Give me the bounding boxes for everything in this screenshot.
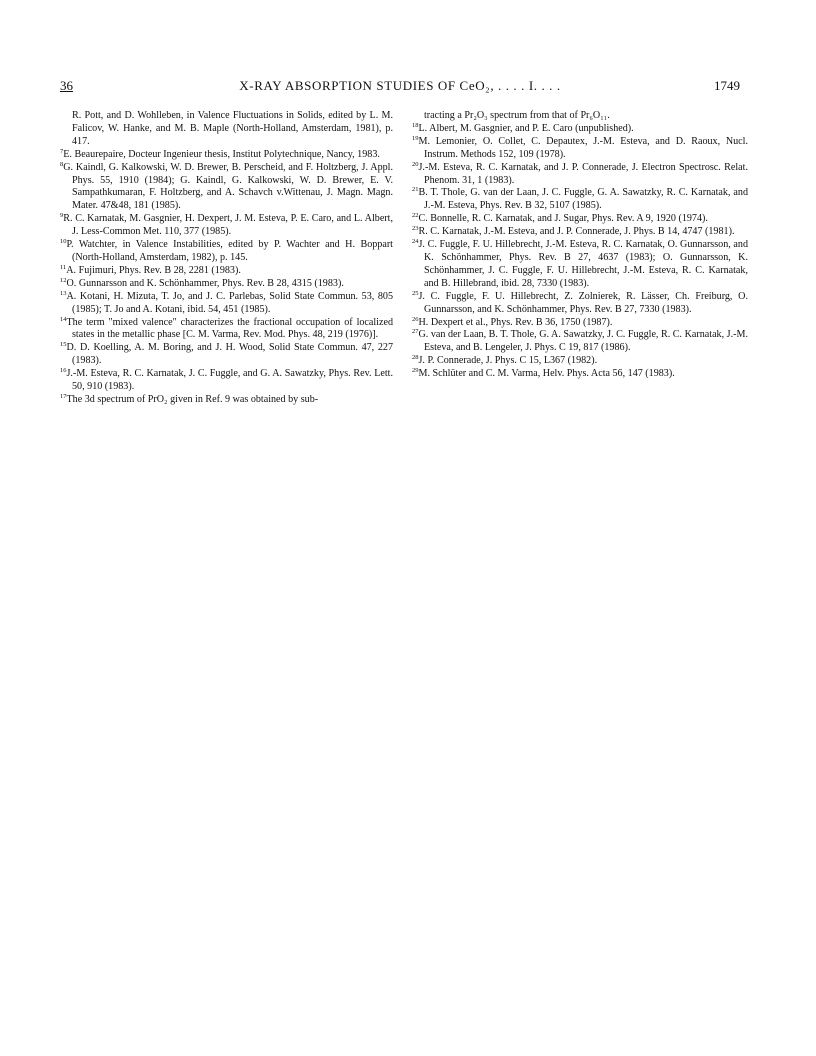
reference-entry: $^{28}$J. P. Connerade, J. Phys. C 15, L367 (1982). [412, 354, 598, 367]
reference-entry: $^{11}$A. Fujimuri, Phys. Rev. B 28, 2281 (1983). [60, 263, 241, 276]
reference-entry: $^{27}$G. van der Laan, B. T. Thole, G. A. Sawatzky, J. C. Fuggle, R. C. Karnatak, J.-M. Esteva, and B. Lengeler, J. Phys. C 19, 817 (1986). [412, 328, 748, 354]
reference-entry: $^{23}$R. C. Karnatak, J.-M. Esteva, and J. P. Connerade, J. Phys. B 14, 4747 (1981). [412, 225, 735, 238]
running-title: X-RAY ABSORPTION STUDIES OF CeO₂, . . . . I. . . . [239, 78, 561, 93]
reference-entry: $^8$G. Kaindl, G. Kalkowski, W. D. Brewer, B. Perscheid, and F. Holtzberg, J. Appl. Phys. 55, 1910 (1984); G. Kaindl, G. Kalkowski, W. D. Brewer, E. V. Sampathkumaran, F. Holtzberg, and A. Schavch v.Wittenau, J. Magn. Magn. Mater. 47&48, 181 (1985). [60, 160, 393, 212]
volume-page-number: 1749 [714, 78, 740, 93]
reference-entry: $^{17}$The 3d spectrum of PrO₂ given in Ref. 9 was obtained by sub- [60, 392, 319, 405]
reference-entry: $^7$E. Beaurepaire, Docteur Ingenieur thesis, Institut Polytechnique, Nancy, 1983. [60, 147, 380, 160]
references-right-column [412, 110, 748, 381]
references-left-column [60, 110, 393, 407]
reference-entry: $^{21}$B. T. Thole, G. van der Laan, J. C. Fuggle, G. A. Sawatzky, R. C. Karnatak, and J.-M. Esteva, Phys. Rev. B 32, 5107 (1985). [412, 186, 748, 212]
reference-entry: $^{22}$C. Bonnelle, R. C. Karnatak, and J. Sugar, Phys. Rev. A 9, 1920 (1974). [412, 212, 708, 225]
page-header [60, 78, 740, 98]
page-number: 36 [60, 78, 73, 93]
reference-entry: $^{19}$M. Lemonier, O. Collet, C. Depautex, J.-M. Esteva, and D. Raoux, Nucl. Instrum. Methods 152, 109 (1978). [412, 134, 748, 160]
reference-entry: $^{29}$M. Schlüter and C. M. Varma, Helv. Phys. Acta 56, 147 (1983). [412, 367, 675, 380]
reference-entry: $^{20}$J.-M. Esteva, R. C. Karnatak, and J. P. Connerade, J. Electron Spectrosc. Relat. Phenom. 31, 1 (1983). [412, 160, 748, 186]
reference-entry: $^{26}$H. Dexpert et al., Phys. Rev. B 36, 1750 (1987). [412, 315, 613, 328]
reference-entry: $^{24}$J. C. Fuggle, F. U. Hillebrecht, J.-M. Esteva, R. C. Karnatak, O. Gunnarsson, and K. Schönhammer, Phys. Rev. B 27, 4637 (1983); O. Gunnarsson, K. Schönhammer, J. C. Fuggle, F. U. Hillebrecht, J.-M. Esteva, R. C. Karnatak, and B. Hillebrand, ibid. 28, 7330 (1983). [412, 238, 748, 289]
reference-entry: $^{18}$L. Albert, M. Gasgnier, and P. E. Caro (unpublished). [412, 121, 634, 134]
reference-entry: $^{14}$The term "mixed valence" characterizes the fractional occupation of localized states in the metallic phase [C. M. Varma, Rev. Mod. Phys. 48, 219 (1976)]. [60, 315, 393, 341]
reference-entry: $^{16}$J.-M. Esteva, R. C. Karnatak, J. C. Fuggle, and G. A. Sawatzky, Phys. Rev. Lett. 50, 910 (1983). [60, 367, 393, 393]
reference-entry: $^9$R. C. Karnatak, M. Gasgnier, H. Dexpert, J. M. Esteva, P. E. Caro, and L. Albert, J. Less-Common Met. 110, 377 (1985). [60, 212, 393, 238]
reference-entry: tracting a Pr₂O₃ spectrum from that of Pr₆O₁₁. [424, 110, 610, 121]
reference-entry: $^{15}$D. D. Koelling, A. M. Boring, and J. H. Wood, Solid State Commun. 47, 227 (1983). [60, 341, 393, 367]
reference-entry: $^{12}$O. Gunnarsson and K. Schönhammer, Phys. Rev. B 28, 4315 (1983). [60, 276, 344, 289]
reference-entry: R. Pott, and D. Wohlleben, in Valence Fluctuations in Solids, edited by L. M. Falicov, W. Hanke, and M. B. Maple (North-Holland, Amsterdam, 1981), p. 417. [72, 110, 393, 147]
reference-entry: $^{13}$A. Kotani, H. Mizuta, T. Jo, and J. C. Parlebas, Solid State Commun. 53, 805 (1985); T. Jo and A. Kotani, ibid. 54, 451 (1985). [60, 289, 393, 315]
reference-entry: $^{25}$J. C. Fuggle, F. U. Hillebrecht, Z. Zolnierek, R. Lässer, Ch. Freiburg, O. Gunnarsson, and K. Schönhammer, Phys. Rev. B 27, 7330 (1983). [412, 289, 748, 315]
reference-entry: $^{10}$P. Watchter, in Valence Instabilities, edited by P. Wachter and H. Boppart (North-Holland, Amsterdam, 1982), p. 145. [60, 238, 393, 263]
